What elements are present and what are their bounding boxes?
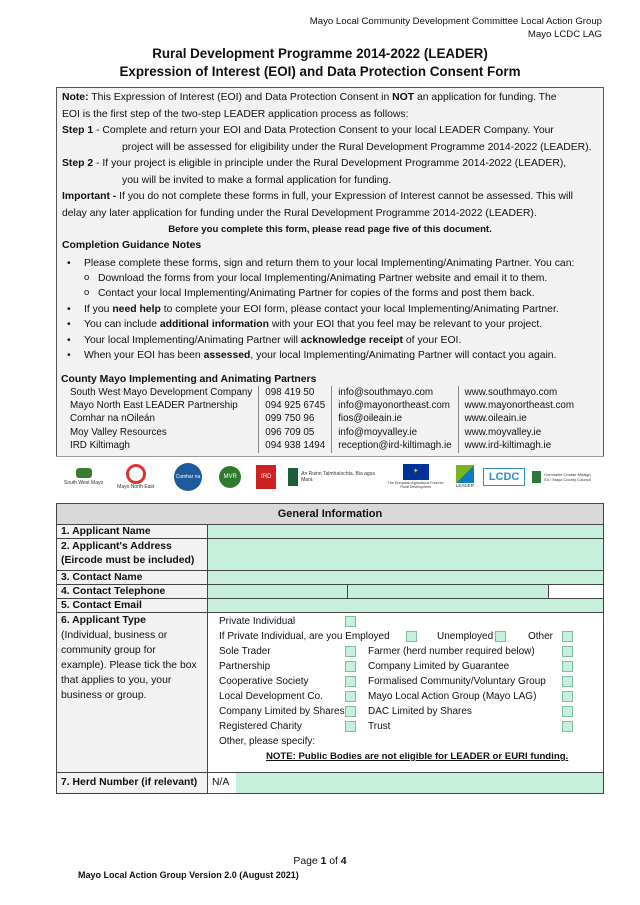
applicant-address-label: 2. Applicant's Address (Eircode must be included): [57, 539, 208, 570]
partner-name: Moy Valley Resources: [64, 426, 259, 439]
public-bodies-note: NOTE: Public Bodies are not eligible for LEADER or EURI funding.: [266, 751, 569, 762]
version-footer: Mayo Local Action Group Version 2.0 (August 2021): [78, 870, 299, 880]
opt-ldc-label: Local Development Co.: [219, 691, 323, 702]
guidance-heading: Completion Guidance Notes: [62, 240, 202, 251]
mayo-county-council-logo: Comhairle Contae Mhaigh Eo / Mayo County Council: [532, 471, 596, 483]
partner-name: IRD Kiltimagh: [64, 440, 259, 453]
charity-checkbox[interactable]: [345, 721, 356, 732]
contact-telephone-field-2[interactable]: [348, 585, 549, 598]
contact-telephone-label: 4. Contact Telephone: [57, 585, 208, 598]
guidance-item: • Please complete these forms, sign and return them to your local Implementing/Animating Partner. You can:: [62, 256, 598, 271]
partners-table: [64, 386, 580, 453]
partner-name: South West Mayo Development Company: [64, 386, 259, 399]
step1-line-2: project will be assessed for eligibility under the Rural Development Programme 2014-2022 (LEADER).: [122, 141, 592, 153]
doc-subtitle: Expression of Interest (EOI) and Data Protection Consent Form: [119, 64, 521, 79]
south-west-mayo-logo: South West Mayo: [64, 468, 104, 486]
unemployed-checkbox[interactable]: [495, 631, 506, 642]
partner-phone: 098 419 50: [259, 386, 332, 399]
farmer-checkbox[interactable]: [562, 646, 573, 657]
important-line-2: delay any later application for funding under the Rural Development Programme 2014-2022 (LEADER).: [62, 207, 537, 219]
clg-checkbox[interactable]: [562, 661, 573, 672]
partner-row: [64, 413, 580, 426]
opt-formalised-label: Formalised Community/Voluntary Group: [368, 676, 546, 687]
private-individual-checkbox[interactable]: [345, 616, 356, 627]
applicant-type-label: 6. Applicant Type (Individual, business or community group for example). Please tick the box that applies to you, your business or group.: [57, 613, 208, 772]
opt-partnership-label: Partnership: [219, 661, 271, 672]
opt-other-specify-label: Other, please specify:: [219, 736, 316, 747]
guidance-item: • Your local Implementing/Animating Partner will acknowledge receipt of your EOI.: [62, 333, 598, 348]
employed-checkbox[interactable]: [406, 631, 417, 642]
comhar-na-noilean-logo: Comhar na: [168, 463, 208, 491]
opt-mayo-lag-label: Mayo Local Action Group (Mayo LAG): [368, 691, 537, 702]
herd-number-row: [57, 773, 603, 793]
formalised-group-checkbox[interactable]: [562, 676, 573, 687]
header-lag-name: Mayo Local Community Development Committee Local Action Group: [309, 16, 602, 27]
guidance-item: • You can include additional information with your EOI that you feel may be relevant to your project.: [62, 317, 598, 332]
contact-email-row: [57, 599, 603, 613]
guidance-subitem: o Download the forms from your local Implementing/Animating Partner website and email it to them.: [62, 271, 598, 286]
mayo-lag-checkbox[interactable]: [562, 691, 573, 702]
applicant-address-row: [57, 539, 603, 571]
herd-number-value: N/A: [208, 773, 236, 793]
partner-phone: 094 925 6745: [259, 399, 332, 412]
opt-dac-label: DAC Limited by Shares: [368, 706, 472, 717]
opt-unemployed-label: Unemployed: [437, 631, 494, 642]
ird-kiltimagh-logo: IRD: [252, 465, 280, 489]
dac-checkbox[interactable]: [562, 706, 573, 717]
opt-clg-label: Company Limited by Guarantee: [368, 661, 510, 672]
partner-web[interactable]: www.mayonortheast.com: [464, 399, 575, 411]
doc-title: Rural Development Programme 2014-2022 (LEADER): [152, 46, 488, 61]
guidance-item: • If you need help to complete your EOI form, please contact your local Implementing/Animating Partner.: [62, 302, 598, 317]
applicant-address-field[interactable]: [208, 539, 603, 570]
partner-name: Mayo North East LEADER Partnership: [64, 399, 259, 412]
contact-email-field[interactable]: [208, 599, 603, 612]
partner-email[interactable]: info@moyvalley.ie: [332, 426, 458, 439]
coop-checkbox[interactable]: [345, 676, 356, 687]
partner-email[interactable]: reception@ird-kiltimagh.ie: [332, 440, 458, 453]
partner-phone: 099 750 96: [259, 413, 332, 426]
opt-cls-label: Company Limited by Shares: [219, 706, 345, 717]
eu-flag-logo: ✦ The European Agricultural Fund for Rural Development: [385, 464, 447, 489]
lcdc-logo: LCDC: [483, 468, 525, 486]
important-line: Important - If you do not complete these forms in full, your Expression of Interest cannot be assessed. This will: [62, 191, 573, 202]
contact-telephone-field[interactable]: [208, 585, 348, 598]
leader-logo: LEADER: [454, 465, 476, 489]
partner-web[interactable]: www.moyvalley.ie: [464, 426, 542, 438]
contact-name-label: 3. Contact Name: [57, 571, 208, 584]
opt-coop-label: Cooperative Society: [219, 676, 309, 687]
partners-heading: County Mayo Implementing and Animating Partners: [61, 374, 317, 385]
opt-trust-label: Trust: [368, 721, 391, 732]
partner-email[interactable]: fios@oileain.ie: [332, 413, 458, 426]
trust-checkbox[interactable]: [562, 721, 573, 732]
partner-web[interactable]: www.ird-kiltimagh.ie: [464, 440, 552, 452]
partner-phone: 094 938 1494: [259, 440, 332, 453]
other-checkbox[interactable]: [562, 631, 573, 642]
contact-telephone-row: [57, 585, 603, 599]
note-line: Note: This Expression of Interest (EOI) and Data Protection Consent in NOT an application for funding. The: [62, 92, 557, 103]
guidance-subitem: o Contact your local Implementing/Animating Partner for copies of the forms and post them back.: [62, 286, 598, 301]
header-lag-short: Mayo LCDC LAG: [527, 29, 602, 40]
general-information-form: [56, 503, 604, 794]
herd-number-label: 7. Herd Number (if relevant): [57, 773, 208, 793]
note-line-2: EOI is the first step of the two-step LEADER application process as follows:: [62, 108, 409, 120]
page-indicator: Page 1 of 4: [293, 856, 347, 867]
moy-valley-logo: MVR: [215, 466, 245, 488]
partnership-checkbox[interactable]: [345, 661, 356, 672]
guidance-item: • When your EOI has been assessed, your local Implementing/Animating Partner will contact you again.: [62, 348, 598, 363]
contact-telephone-spacer: [549, 585, 603, 598]
cls-checkbox[interactable]: [345, 706, 356, 717]
step2-line: Step 2 - If your project is eligible in principle under the Rural Development Programme 2014-2022 (LEADER),: [62, 158, 567, 169]
partner-web[interactable]: www.oileain.ie: [464, 413, 527, 425]
opt-farmer-label: Farmer (herd number required below): [368, 646, 535, 657]
contact-name-field[interactable]: [208, 571, 603, 584]
opt-sole-trader-label: Sole Trader: [219, 646, 271, 657]
dept-agriculture-logo: An Roinn Talmhaíochta, Bia agus Mara: [288, 468, 378, 486]
herd-number-field[interactable]: [236, 773, 603, 793]
opt-private-label: Private Individual: [219, 616, 296, 627]
opt-other-label: Other: [528, 631, 554, 642]
partner-phone: 096 709 05: [259, 426, 332, 439]
funder-logos: [56, 456, 604, 496]
applicant-name-row: [57, 525, 603, 539]
applicant-name-label: 1. Applicant Name: [57, 525, 208, 538]
ldc-checkbox[interactable]: [345, 691, 356, 702]
opt-if-private-label: If Private Individual, are you Employed: [219, 631, 390, 642]
applicant-type-options: [208, 613, 603, 768]
partner-row: [64, 440, 580, 453]
partner-web[interactable]: www.southmayo.com: [464, 386, 558, 398]
general-information-title: General Information: [57, 504, 603, 525]
partner-row: [64, 426, 580, 439]
step1-line: Step 1 - Complete and return your EOI and Data Protection Consent to your local LEADER Company. Your: [62, 125, 554, 136]
partner-email[interactable]: info@southmayo.com: [332, 386, 458, 399]
contact-name-row: [57, 571, 603, 585]
contact-email-label: 5. Contact Email: [57, 599, 208, 612]
partner-row: [64, 386, 580, 399]
applicant-type-row: [57, 613, 603, 773]
partner-name: Comhar na nOileán: [64, 413, 259, 426]
read-page-five-note: Before you complete this form, please read page five of this document.: [168, 224, 492, 235]
applicant-name-field[interactable]: [208, 525, 603, 538]
partner-email[interactable]: info@mayonortheast.com: [332, 399, 458, 412]
partner-row: [64, 399, 580, 412]
opt-charity-label: Registered Charity: [219, 721, 302, 732]
mayo-north-east-logo: Mayo North East: [111, 464, 161, 490]
guidance-list: [62, 256, 598, 364]
step2-line-2: you will be invited to make a formal application for funding.: [122, 174, 392, 186]
sole-trader-checkbox[interactable]: [345, 646, 356, 657]
